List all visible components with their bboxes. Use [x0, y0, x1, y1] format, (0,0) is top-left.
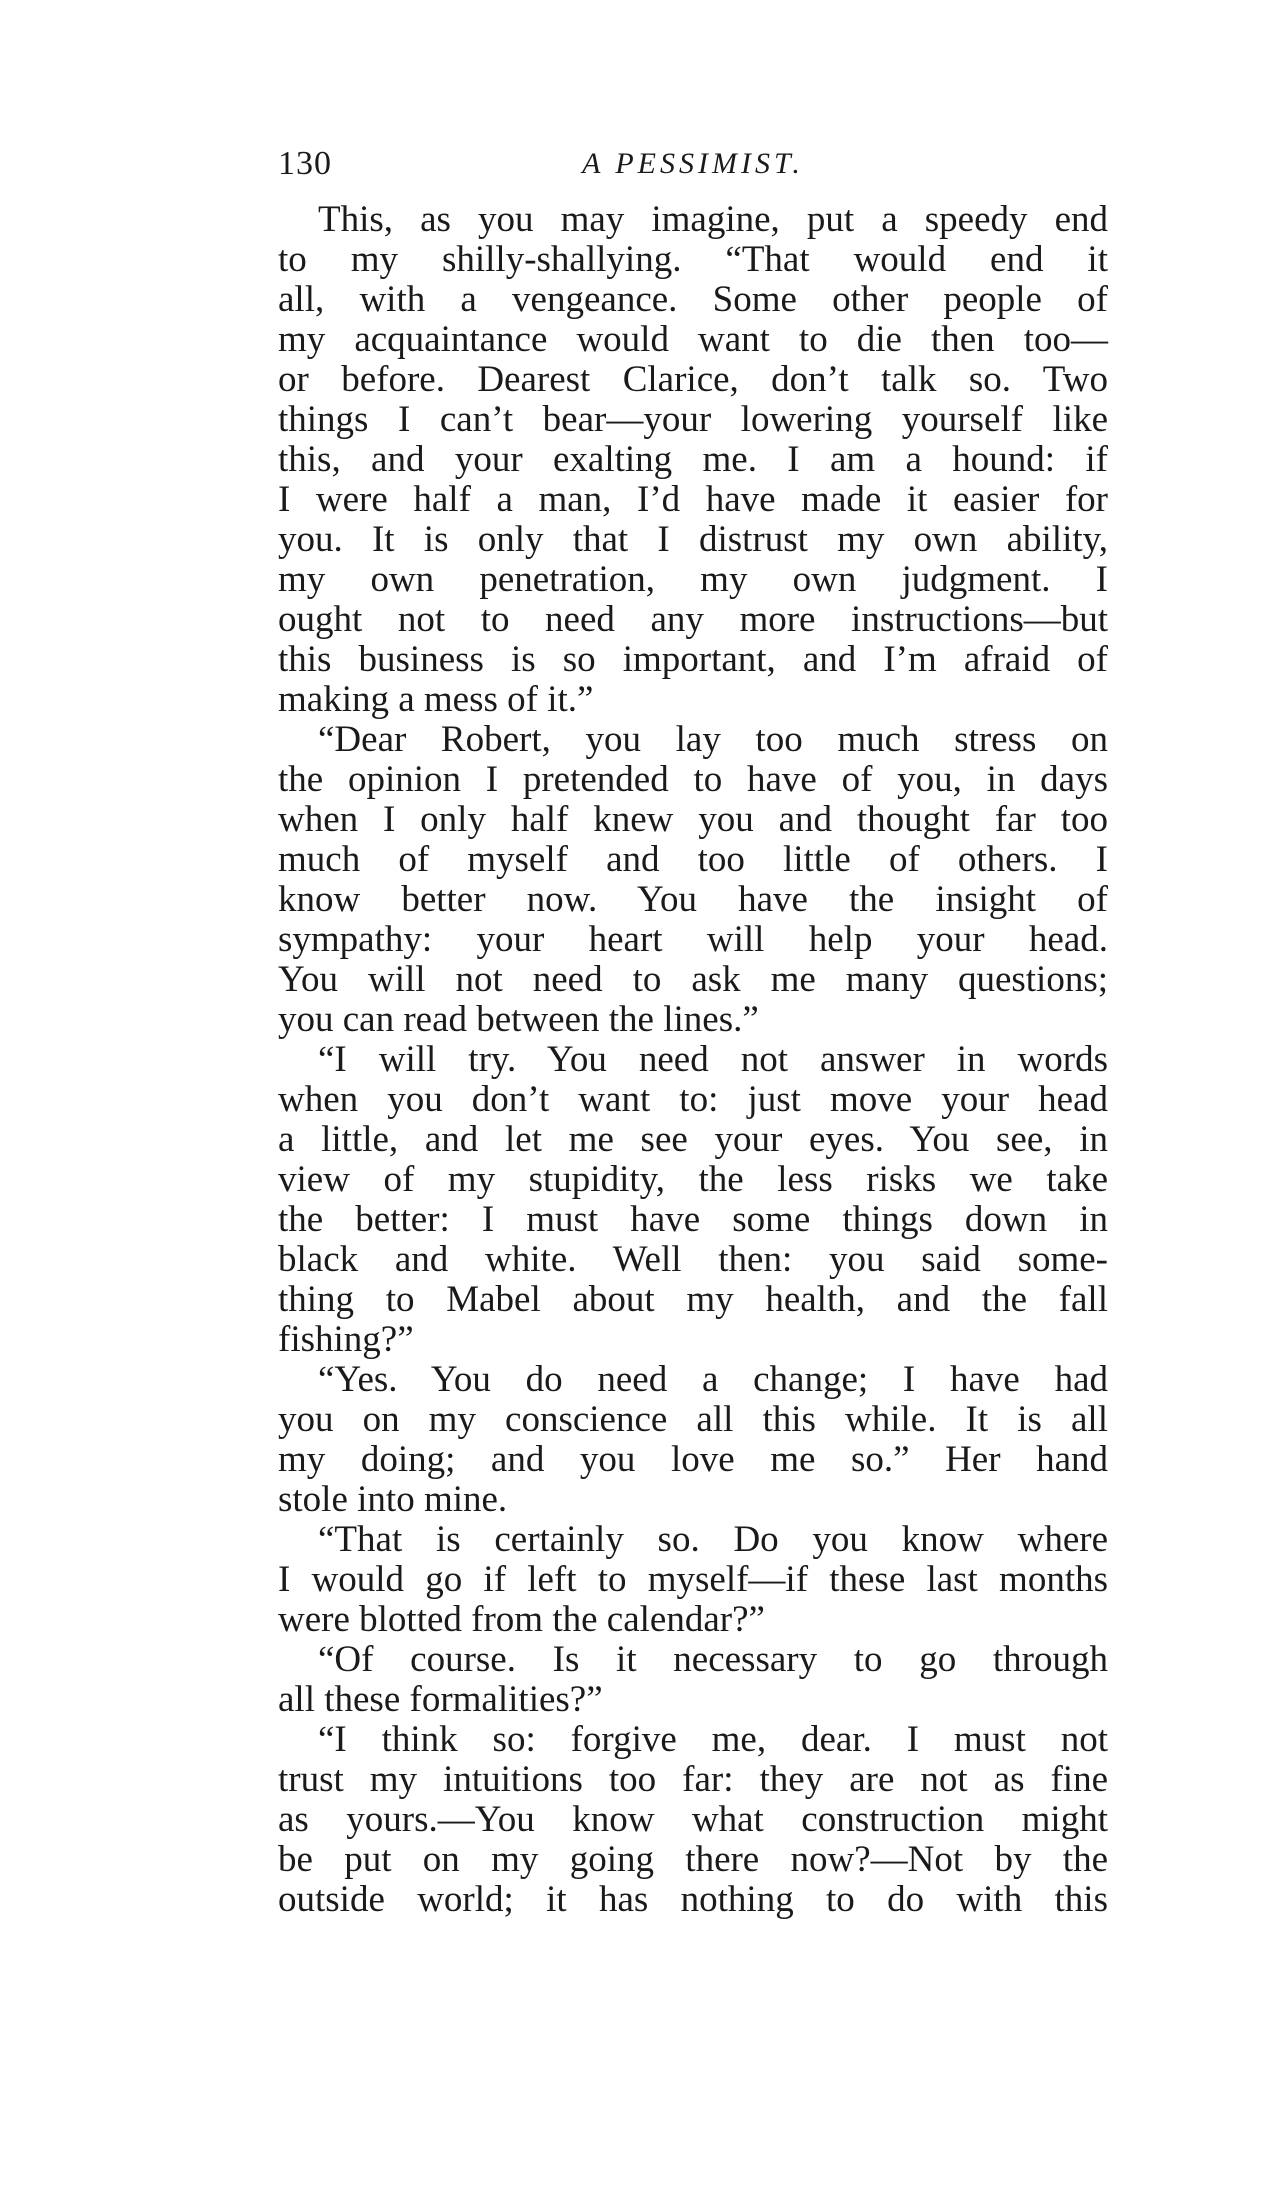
text-line: ought not to need any more instructions—but — [278, 599, 1108, 640]
paragraph — [278, 1360, 1108, 1520]
paragraph — [278, 720, 1108, 1040]
paragraph — [278, 1040, 1108, 1360]
text-line: know better now. You have the insight of — [278, 879, 1108, 920]
text-line: outside world; it has nothing to do with this — [278, 1879, 1108, 1920]
text-line: you on my conscience all this while. It is all — [278, 1399, 1108, 1440]
text-line: were blotted from the calendar?” — [278, 1599, 765, 1640]
text-line: this business is so important, and I’m afraid of — [278, 639, 1108, 680]
page-number: 130 — [278, 145, 332, 182]
paragraph — [278, 1640, 1108, 1720]
text-line: all, with a vengeance. Some other people of — [278, 279, 1108, 320]
paragraph — [278, 1720, 1108, 1920]
text-line: or before. Dearest Clarice, don’t talk so. Two — [278, 359, 1108, 400]
text-line: making a mess of it.” — [278, 679, 594, 720]
paragraph — [278, 1520, 1108, 1640]
text-line: You will not need to ask me many questions; — [278, 959, 1108, 1000]
text-line: “I will try. You need not answer in words — [318, 1039, 1108, 1080]
text-line: to my shilly-shallying. “That would end it — [278, 239, 1108, 280]
text-line: fishing?” — [278, 1319, 414, 1360]
text-line: “I think so: forgive me, dear. I must not — [318, 1719, 1108, 1760]
text-line: I would go if left to myself—if these last months — [278, 1559, 1108, 1600]
body-text — [278, 200, 1108, 1920]
text-line: black and white. Well then: you said some- — [278, 1239, 1108, 1280]
text-line: much of myself and too little of others. I — [278, 839, 1108, 880]
paragraph — [278, 200, 1108, 720]
running-title: A PESSIMIST. — [582, 147, 804, 180]
text-line: a little, and let me see your eyes. You see, in — [278, 1119, 1108, 1160]
text-line: as yours.—You know what construction might — [278, 1799, 1108, 1840]
running-head — [278, 140, 1108, 188]
text-line: my doing; and you love me so.” Her hand — [278, 1439, 1108, 1480]
text-line: all these formalities?” — [278, 1679, 603, 1720]
text-line: “Yes. You do need a change; I have had — [318, 1359, 1108, 1400]
text-line: you. It is only that I distrust my own ability, — [278, 519, 1108, 560]
text-line: This, as you may imagine, put a speedy end — [318, 199, 1108, 240]
text-line: this, and your exalting me. I am a hound: if — [278, 439, 1108, 480]
text-line: when you don’t want to: just move your head — [278, 1079, 1108, 1120]
text-line: the better: I must have some things down in — [278, 1199, 1108, 1240]
text-line: “Of course. Is it necessary to go through — [318, 1639, 1108, 1680]
text-line: trust my intuitions too far: they are not as fine — [278, 1759, 1108, 1800]
text-line: you can read between the lines.” — [278, 999, 759, 1040]
text-line: view of my stupidity, the less risks we take — [278, 1159, 1108, 1200]
text-line: “That is certainly so. Do you know where — [318, 1519, 1108, 1560]
text-line: stole into mine. — [278, 1479, 508, 1520]
text-line: things I can’t bear—your lowering yourself like — [278, 399, 1108, 440]
text-line: sympathy: your heart will help your head. — [278, 919, 1108, 960]
text-line: thing to Mabel about my health, and the fall — [278, 1279, 1108, 1320]
text-line: be put on my going there now?—Not by the — [278, 1839, 1108, 1880]
text-line: my acquaintance would want to die then too— — [278, 319, 1108, 360]
text-line: when I only half knew you and thought far too — [278, 799, 1108, 840]
text-line: the opinion I pretended to have of you, in days — [278, 759, 1108, 800]
text-line: I were half a man, I’d have made it easier for — [278, 479, 1108, 520]
text-line: “Dear Robert, you lay too much stress on — [318, 719, 1108, 760]
text-line: my own penetration, my own judgment. I — [278, 559, 1108, 600]
